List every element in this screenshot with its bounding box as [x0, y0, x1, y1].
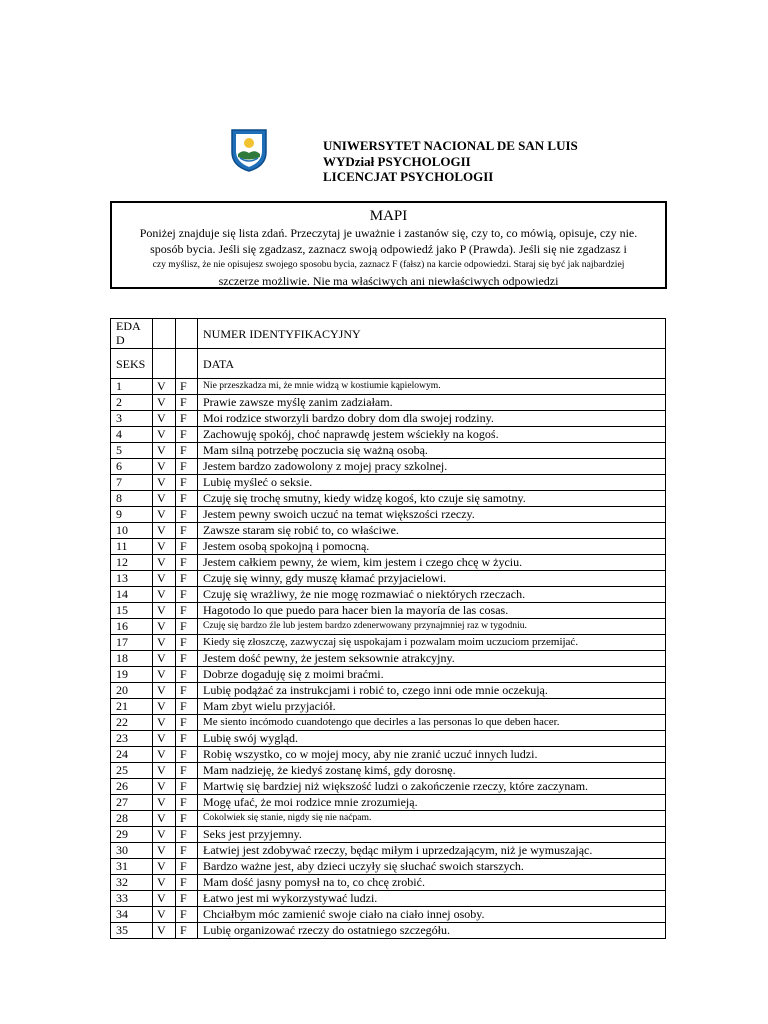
question-number: 11 — [111, 539, 153, 555]
question-number: 34 — [111, 907, 153, 923]
question-number: 15 — [111, 603, 153, 619]
question-row — [111, 523, 666, 539]
true-option[interactable]: V — [153, 427, 176, 443]
true-option[interactable]: V — [153, 619, 176, 635]
question-row — [111, 491, 666, 507]
true-option[interactable]: V — [153, 651, 176, 667]
true-option[interactable]: V — [153, 379, 176, 395]
question-text: Dobrze dogaduję się z moimi braćmi. — [198, 667, 666, 683]
age-id-row — [111, 319, 666, 349]
question-number: 35 — [111, 923, 153, 939]
true-option[interactable]: V — [153, 507, 176, 523]
question-text: Mam zbyt wielu przyjaciół. — [198, 699, 666, 715]
faculty-name: WYDział PSYCHOLOGII — [323, 153, 471, 169]
question-number: 13 — [111, 571, 153, 587]
true-option[interactable]: V — [153, 555, 176, 571]
false-option[interactable]: F — [176, 459, 198, 475]
false-option[interactable]: F — [176, 507, 198, 523]
question-text: Czuję się winny, gdy muszę kłamać przyjacielowi. — [198, 571, 666, 587]
false-option[interactable]: F — [176, 715, 198, 731]
question-text: Prawie zawsze myślę zanim zadziałam. — [198, 395, 666, 411]
question-row — [111, 459, 666, 475]
true-option[interactable]: V — [153, 491, 176, 507]
question-row — [111, 603, 666, 619]
false-option[interactable]: F — [176, 683, 198, 699]
true-option[interactable]: V — [153, 923, 176, 939]
false-option[interactable]: F — [176, 699, 198, 715]
sex-label: SEKS — [111, 349, 153, 379]
false-option[interactable]: F — [176, 651, 198, 667]
question-number: 31 — [111, 859, 153, 875]
false-option[interactable]: F — [176, 859, 198, 875]
age-field-2[interactable] — [176, 319, 198, 349]
false-option[interactable]: F — [176, 587, 198, 603]
question-text: Hagotodo lo que puedo para hacer bien la mayoría de las cosas. — [198, 603, 666, 619]
question-text: Czuję się bardzo źle lub jestem bardzo zdenerwowany przynajmniej raz w tygodniu. — [198, 619, 666, 635]
question-row — [111, 379, 666, 395]
question-number: 25 — [111, 763, 153, 779]
question-text: Martwię się bardziej niż większość ludzi o zakończenie rzeczy, które zaczynam. — [198, 779, 666, 795]
question-row — [111, 907, 666, 923]
question-text: Jestem osobą spokojną i pomocną. — [198, 539, 666, 555]
question-number: 12 — [111, 555, 153, 571]
university-logo-icon — [230, 128, 268, 172]
false-option[interactable]: F — [176, 923, 198, 939]
false-option[interactable]: F — [176, 891, 198, 907]
question-row — [111, 699, 666, 715]
true-option[interactable]: V — [153, 747, 176, 763]
university-name: UNIWERSYTET NACIONAL DE SAN LUIS — [323, 138, 578, 153]
question-text: Jestem całkiem pewny, że wiem, kim jestem i czego chcę w życiu. — [198, 555, 666, 571]
false-option[interactable]: F — [176, 443, 198, 459]
false-option[interactable]: F — [176, 619, 198, 635]
question-text: Chciałbym móc zamienić swoje ciało na ciało innej osoby. — [198, 907, 666, 923]
true-option[interactable]: V — [153, 635, 176, 651]
false-option[interactable]: F — [176, 379, 198, 395]
false-option[interactable]: F — [176, 763, 198, 779]
false-option[interactable]: F — [176, 603, 198, 619]
true-option[interactable]: V — [153, 811, 176, 827]
question-text: Łatwo jest mi wykorzystywać ludzi. — [198, 891, 666, 907]
question-number: 20 — [111, 683, 153, 699]
true-option[interactable]: V — [153, 411, 176, 427]
question-number: 32 — [111, 875, 153, 891]
true-option[interactable]: V — [153, 539, 176, 555]
question-text: Jestem dość pewny, że jestem seksownie atrakcyjny. — [198, 651, 666, 667]
false-option[interactable]: F — [176, 795, 198, 811]
false-option[interactable]: F — [176, 539, 198, 555]
question-text: Lubię myśleć o seksie. — [198, 475, 666, 491]
question-text: Bardzo ważne jest, aby dzieci uczyły się słuchać swoich starszych. — [198, 859, 666, 875]
instructions-line-2: sposób bycia. Jeśli się zgadzasz, zaznacz swoją odpowiedź jako P (Prawda). Jeśli się nie zgadzasz i — [150, 242, 627, 256]
question-text: Zachowuję spokój, choć naprawdę jestem wściekły na kogoś. — [198, 427, 666, 443]
instructions-box — [110, 201, 667, 289]
true-option[interactable]: V — [153, 459, 176, 475]
question-text: Czuję się wrażliwy, że nie mogę rozmawiać o niektórych rzeczach. — [198, 587, 666, 603]
question-row — [111, 555, 666, 571]
id-number-label: NUMER IDENTYFIKACYJNY — [198, 319, 666, 349]
question-number: 27 — [111, 795, 153, 811]
false-option[interactable]: F — [176, 427, 198, 443]
question-row — [111, 683, 666, 699]
question-text: Mam dość jasny pomysł na to, co chcę zrobić. — [198, 875, 666, 891]
degree-name: LICENCJAT PSYCHOLOGII — [323, 169, 494, 184]
question-number: 7 — [111, 475, 153, 491]
question-text: Mam silną potrzebę poczucia się ważną osobą. — [198, 443, 666, 459]
question-row — [111, 443, 666, 459]
university-header — [323, 138, 578, 185]
question-row — [111, 395, 666, 411]
false-option[interactable]: F — [176, 843, 198, 859]
question-number: 33 — [111, 891, 153, 907]
question-row — [111, 827, 666, 843]
question-row — [111, 507, 666, 523]
question-row — [111, 875, 666, 891]
true-option[interactable]: V — [153, 891, 176, 907]
question-number: 1 — [111, 379, 153, 395]
instructions-line-3: czy myślisz, że nie opisujesz swojego sposobu bycia, zaznacz F (fałsz) na karcie odpowiedzi. Staraj się być jak najbardziej — [152, 259, 625, 270]
date-label: DATA — [198, 349, 666, 379]
question-number: 22 — [111, 715, 153, 731]
question-text: Lubię podążać za instrukcjami i robić to, czego inni ode mnie oczekują. — [198, 683, 666, 699]
question-row — [111, 763, 666, 779]
false-option[interactable]: F — [176, 411, 198, 427]
false-option[interactable]: F — [176, 491, 198, 507]
true-option[interactable]: V — [153, 907, 176, 923]
question-row — [111, 715, 666, 731]
false-option[interactable]: F — [176, 523, 198, 539]
question-row — [111, 571, 666, 587]
true-option[interactable]: V — [153, 587, 176, 603]
sex-date-row — [111, 349, 666, 379]
question-number: 3 — [111, 411, 153, 427]
true-option[interactable]: V — [153, 667, 176, 683]
question-text: Robię wszystko, co w mojej mocy, aby nie zranić uczuć innych ludzi. — [198, 747, 666, 763]
question-number: 18 — [111, 651, 153, 667]
question-text: Łatwiej jest zdobywać rzeczy, będąc miłym i uprzedzającym, niż je wymuszając. — [198, 843, 666, 859]
question-text: Jestem bardzo zadowolony z mojej pracy szkolnej. — [198, 459, 666, 475]
false-option[interactable]: F — [176, 571, 198, 587]
question-text: Cokolwiek się stanie, nigdy się nie naćpam. — [198, 811, 666, 827]
question-text: Mogę ufać, że moi rodzice mnie zrozumieją. — [198, 795, 666, 811]
false-option[interactable]: F — [176, 555, 198, 571]
true-option[interactable]: V — [153, 395, 176, 411]
question-row — [111, 795, 666, 811]
question-row — [111, 635, 666, 651]
instructions-line-4: szczerze możliwie. Nie ma właściwych ani niewłaściwych odpowiedzi — [218, 274, 559, 288]
question-row — [111, 923, 666, 939]
question-text: Lubię swój wygląd. — [198, 731, 666, 747]
question-text: Czuję się trochę smutny, kiedy widzę kogoś, kto czuje się samotny. — [198, 491, 666, 507]
true-option[interactable]: V — [153, 443, 176, 459]
question-row — [111, 411, 666, 427]
true-option[interactable]: V — [153, 523, 176, 539]
question-number: 29 — [111, 827, 153, 843]
question-number: 6 — [111, 459, 153, 475]
question-row — [111, 539, 666, 555]
question-text: Mam nadzieję, że kiedyś zostanę kimś, gdy dorosnę. — [198, 763, 666, 779]
true-option[interactable]: V — [153, 683, 176, 699]
true-option[interactable]: V — [153, 715, 176, 731]
question-number: 21 — [111, 699, 153, 715]
true-option[interactable]: V — [153, 699, 176, 715]
question-text: Nie przeszkadza mi, że mnie widzą w kostiumie kąpielowym. — [198, 379, 666, 395]
sex-field-2[interactable] — [176, 349, 198, 379]
question-row — [111, 475, 666, 491]
question-number: 19 — [111, 667, 153, 683]
false-option[interactable]: F — [176, 731, 198, 747]
question-text: Jestem pewny swoich uczuć na temat większości rzeczy. — [198, 507, 666, 523]
question-text: Lubię organizować rzeczy do ostatniego szczegółu. — [198, 923, 666, 939]
question-row — [111, 779, 666, 795]
true-option[interactable]: V — [153, 795, 176, 811]
false-option[interactable]: F — [176, 779, 198, 795]
true-option[interactable]: V — [153, 475, 176, 491]
question-row — [111, 619, 666, 635]
question-number: 23 — [111, 731, 153, 747]
true-option[interactable]: V — [153, 875, 176, 891]
question-text: Seks jest przyjemny. — [198, 827, 666, 843]
question-row — [111, 731, 666, 747]
question-number: 8 — [111, 491, 153, 507]
question-number: 4 — [111, 427, 153, 443]
true-option[interactable]: V — [153, 603, 176, 619]
question-number: 28 — [111, 811, 153, 827]
false-option[interactable]: F — [176, 875, 198, 891]
true-option[interactable]: V — [153, 843, 176, 859]
question-text: Moi rodzice stworzyli bardzo dobry dom dla swojej rodziny. — [198, 411, 666, 427]
question-row — [111, 427, 666, 443]
age-field[interactable] — [153, 319, 176, 349]
false-option[interactable]: F — [176, 907, 198, 923]
question-number: 26 — [111, 779, 153, 795]
false-option[interactable]: F — [176, 667, 198, 683]
true-option[interactable]: V — [153, 827, 176, 843]
false-option[interactable]: F — [176, 827, 198, 843]
question-text: Zawsze staram się robić to, co właściwe. — [198, 523, 666, 539]
false-option[interactable]: F — [176, 811, 198, 827]
instructions-line-1: Poniżej znajduje się lista zdań. Przeczytaj je uważnie i zastanów się, czy to, co mówią, opisuje, czy nie. — [139, 226, 638, 240]
question-row — [111, 843, 666, 859]
sex-field[interactable] — [153, 349, 176, 379]
true-option[interactable]: V — [153, 571, 176, 587]
false-option[interactable]: F — [176, 395, 198, 411]
false-option[interactable]: F — [176, 747, 198, 763]
question-row — [111, 859, 666, 875]
true-option[interactable]: V — [153, 779, 176, 795]
question-number: 30 — [111, 843, 153, 859]
question-text: Kiedy się złoszczę, zazwyczaj się uspokajam i pozwalam moim uczuciom przemijać. — [198, 635, 666, 651]
question-row — [111, 811, 666, 827]
question-number: 17 — [111, 635, 153, 651]
question-row — [111, 891, 666, 907]
false-option[interactable]: F — [176, 635, 198, 651]
question-row — [111, 587, 666, 603]
true-option[interactable]: V — [153, 763, 176, 779]
question-number: 10 — [111, 523, 153, 539]
age-label: EDA D — [111, 319, 153, 349]
questionnaire-table — [110, 318, 666, 939]
question-row — [111, 747, 666, 763]
question-text: Me siento incómodo cuandotengo que decirles a las personas lo que deben hacer. — [198, 715, 666, 731]
true-option[interactable]: V — [153, 731, 176, 747]
question-number: 24 — [111, 747, 153, 763]
question-number: 5 — [111, 443, 153, 459]
false-option[interactable]: F — [176, 475, 198, 491]
question-row — [111, 651, 666, 667]
instructions-title: MAPI — [369, 208, 408, 224]
question-number: 16 — [111, 619, 153, 635]
true-option[interactable]: V — [153, 859, 176, 875]
question-number: 14 — [111, 587, 153, 603]
question-row — [111, 667, 666, 683]
question-number: 2 — [111, 395, 153, 411]
question-number: 9 — [111, 507, 153, 523]
